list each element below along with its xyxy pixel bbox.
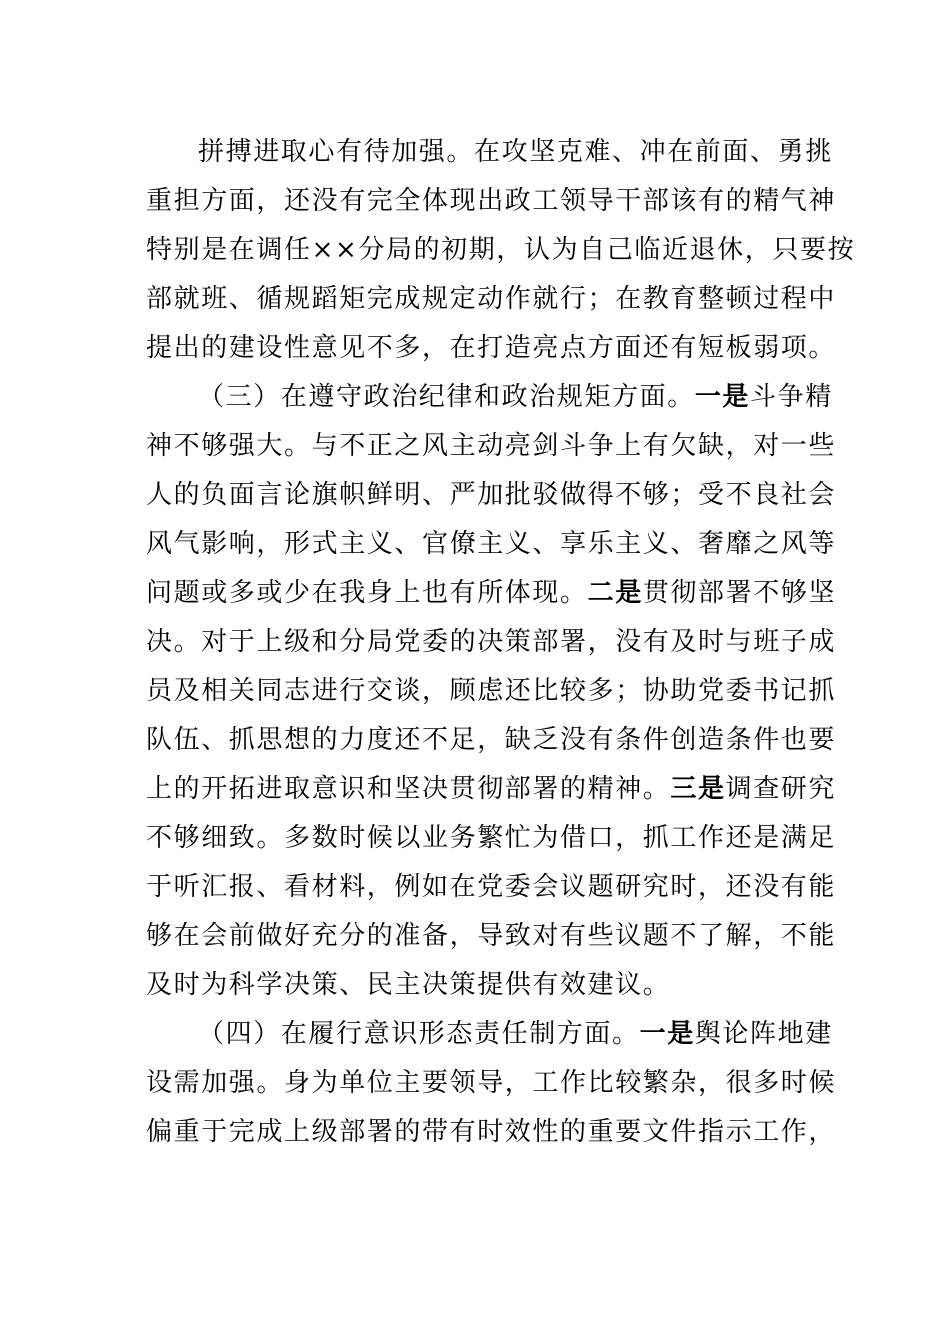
paragraph-line <box>146 863 837 912</box>
text-run: 够在会前做好充分的准备，导致对有些议题不了解，不能 <box>146 921 837 951</box>
text-run: 斗争精 <box>750 382 833 412</box>
paragraph-line <box>146 618 837 667</box>
text-run: 拼搏进取心有待加强。在攻坚克难、冲在前面、勇挑 <box>198 137 833 167</box>
paragraph-line <box>146 765 837 814</box>
text-run: 风气影响，形式主义、官僚主义、享乐主义、奢靡之风等 <box>146 529 837 559</box>
text-run: 上的开拓进取意识和坚决贯彻部署的精神。 <box>146 774 671 804</box>
paragraph-line <box>146 422 837 471</box>
text-run: 员及相关同志进行交谈，顾虑还比较多；协助党委书记抓 <box>146 676 837 706</box>
paragraph-line <box>146 1059 837 1108</box>
text-run: 重担方面，还没有完全体现出政工领导干部该有的精气神 <box>146 186 837 216</box>
paragraph-line <box>146 128 833 177</box>
bold-marker: 三是 <box>670 774 726 804</box>
text-run: 调查研究 <box>725 774 837 804</box>
text-run: 及时为科学决策、民主决策提供有效建议。 <box>146 970 671 1000</box>
bold-marker: 二是 <box>587 578 643 608</box>
text-run: 偏重于完成上级部署的带有时效性的重要文件指示工作， <box>146 1117 837 1147</box>
bold-marker: 一是 <box>639 1019 695 1049</box>
text-run: 人的负面言论旗帜鲜明、严加批驳做得不够；受不良社会 <box>146 480 837 510</box>
document-body <box>146 128 856 1157</box>
paragraph-line <box>146 912 837 961</box>
text-run: 问题或多或少在我身上也有所体现。 <box>146 578 588 608</box>
text-run: 特别是在调任××分局的初期，认为自己临近退休，只要按 <box>146 235 856 265</box>
section-heading-run: （四）在履行意识形态责任制方面。 <box>198 1019 640 1049</box>
paragraph-line <box>146 814 837 863</box>
paragraph-line <box>146 1010 833 1059</box>
paragraph-line <box>146 275 837 324</box>
bold-marker: 一是 <box>694 382 751 412</box>
paragraph-line <box>146 471 837 520</box>
section-heading-run: （三）在遵守政治纪律和政治规矩方面。 <box>198 382 695 412</box>
paragraph-line <box>146 569 837 618</box>
paragraph-line <box>146 226 856 275</box>
text-run: 提出的建设性意见不多，在打造亮点方面还有短板弱项。 <box>146 333 837 363</box>
paragraph-line <box>146 373 833 422</box>
paragraph-line <box>146 716 837 765</box>
paragraph-line <box>146 961 806 1010</box>
text-run: 贯彻部署不够坚 <box>642 578 837 608</box>
text-run: 不够细致。多数时候以业务繁忙为借口，抓工作还是满足 <box>146 823 837 853</box>
text-run: 队伍、抓思想的力度还不足，缺乏没有条件创造条件也要 <box>146 725 837 755</box>
paragraph-line <box>146 1108 837 1157</box>
paragraph-line <box>146 324 837 373</box>
text-run: 神不够强大。与不正之风主动亮剑斗争上有欠缺，对一些 <box>146 431 837 461</box>
text-run: 舆论阵地建 <box>694 1019 833 1049</box>
text-run: 决。对于上级和分局党委的决策部署，没有及时与班子成 <box>146 627 837 657</box>
paragraph-line <box>146 177 837 226</box>
text-run: 设需加强。身为单位主要领导，工作比较繁杂，很多时候 <box>146 1068 837 1098</box>
paragraph-line <box>146 520 837 569</box>
paragraph-line <box>146 667 837 716</box>
text-run: 部就班、循规蹈矩完成规定动作就行；在教育整顿过程中 <box>146 284 837 314</box>
text-run: 于听汇报、看材料，例如在党委会议题研究时，还没有能 <box>146 872 837 902</box>
